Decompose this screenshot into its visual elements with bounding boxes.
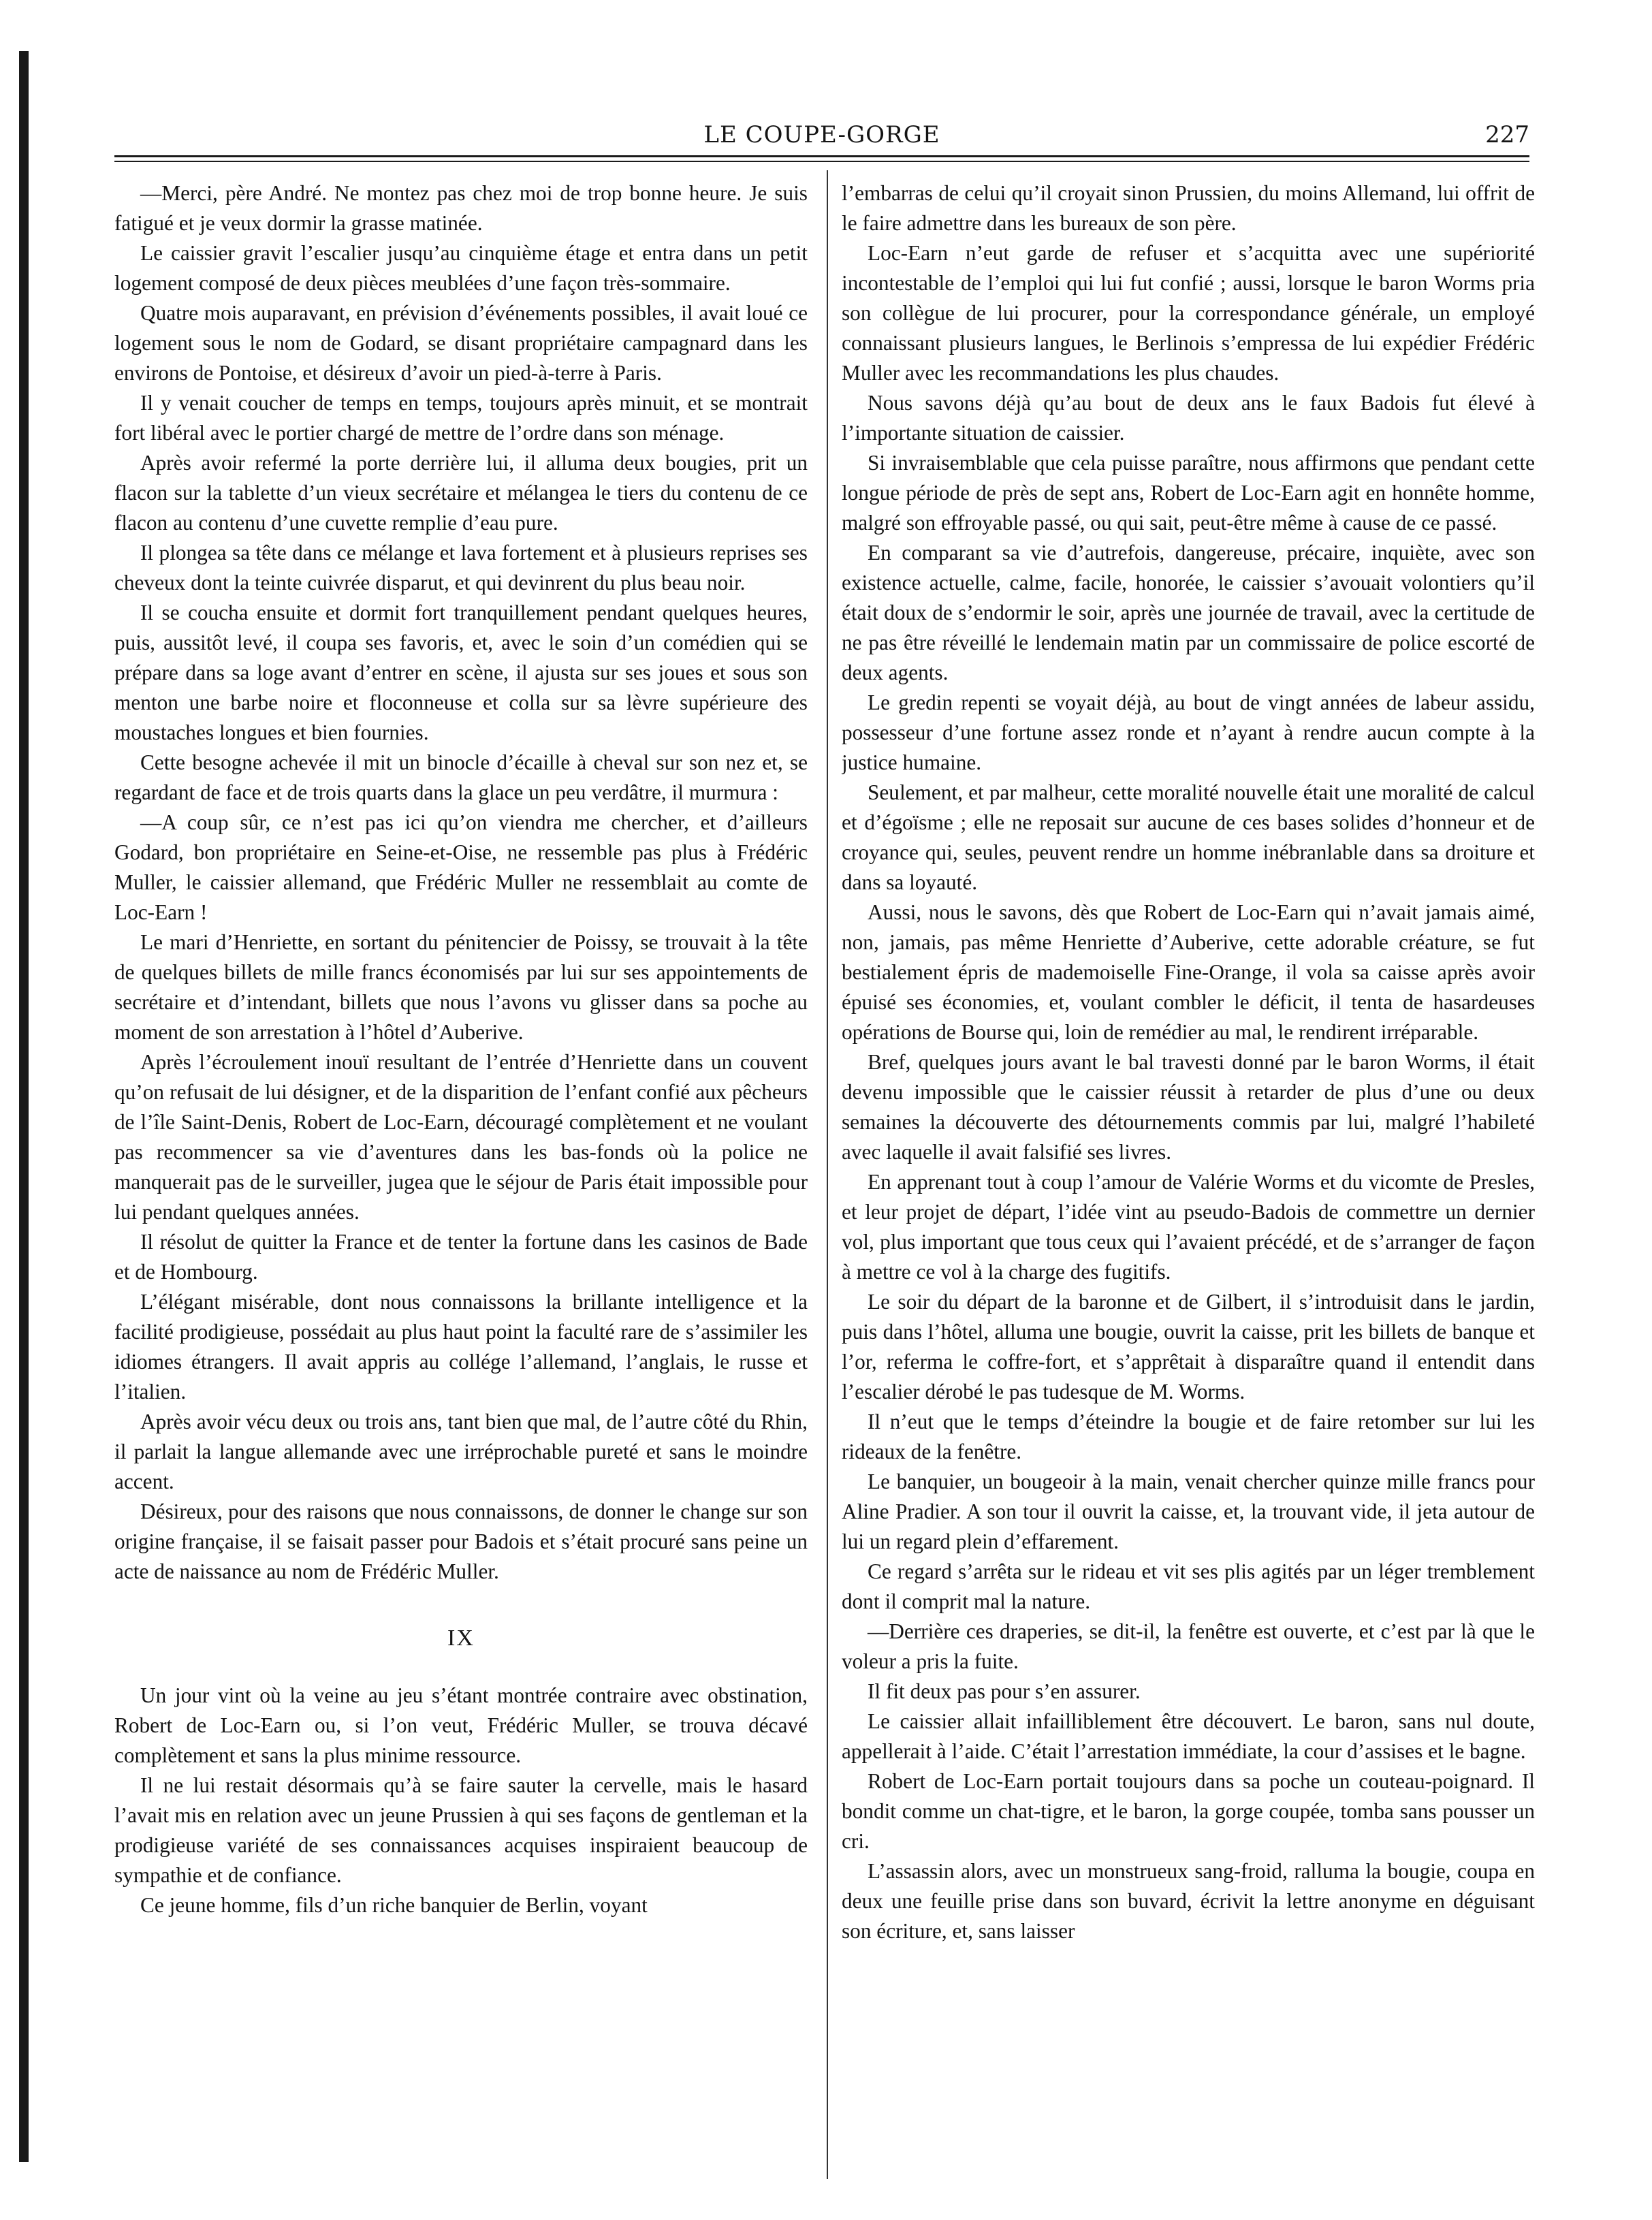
page-number: 227 — [1485, 121, 1529, 148]
paragraph: —A coup sûr, ce n’est pas ici qu’on viendra me chercher, et d’ailleurs Godard, bon propriétaire en Seine-et-Oise, ne ressemble pas plus à Frédéric Muller, le caissier allemand, que Frédéric Muller ne ressemblait au comte de Loc-Earn ! — [114, 810, 808, 924]
running-title: LE COUPE-GORGE — [703, 121, 940, 148]
paragraph: Il résolut de quitter la France et de tenter la fortune dans les casinos de Bade et de Hombourg. — [114, 1230, 808, 1284]
paragraph: L’élégant misérable, dont nous connaissons la brillante intelligence et la facilité prodigieuse, possédait au plus haut point la faculté rare de s’assimiler les idiomes étrangers. Il avait appris au collége l’allemand, l’anglais, le russe et l’italien. — [114, 1290, 808, 1404]
left-paragraphs-after — [114, 1681, 808, 1920]
page-header — [114, 121, 1529, 155]
left-column — [114, 178, 808, 2174]
paragraph: Désireux, pour des raisons que nous connaissons, de donner le change sur son origine française, il se faisait passer pour Badois et s’était procuré sans peine un acte de naissance au nom de Frédéric Muller. — [114, 1500, 808, 1583]
paragraph: Il y venait coucher de temps en temps, toujours après minuit, et se montrait fort libéral avec le portier chargé de mettre de l’ordre dans son ménage. — [114, 391, 808, 445]
paragraph: Le mari d’Henriette, en sortant du pénitencier de Poissy, se trouvait à la tête de quelques billets de mille francs économisés par lui sur ses appointements de secrétaire et d’intendant, billets que nous l’avons vu glisser dans sa poche au moment de son arrestation à l’hôtel d’Auberive. — [114, 930, 808, 1044]
column-divider — [827, 170, 828, 2179]
right-paragraphs — [842, 178, 1535, 1946]
right-column — [842, 178, 1535, 2174]
paragraph: Il fit deux pas pour s’en assurer. — [868, 1679, 1141, 1703]
paragraph: Après avoir refermé la porte derrière lui, il alluma deux bougies, prit un flacon sur la tablette d’un vieux secrétaire et mélangea le tiers du contenu de ce flacon au contenu d’une cuvette remplie d’eau pure. — [114, 451, 808, 535]
paragraph: Cette besogne achevée il mit un binocle d’écaille à cheval sur son nez et, se regardant de face et de trois quarts dans la glace un peu verdâtre, il murmura : — [114, 750, 808, 804]
paragraph: L’assassin alors, avec un monstrueux sang-froid, ralluma la bougie, coupa en deux une feuille prise dans son buvard, écrivit la lettre anonyme en déguisant son écriture, et, sans laisser — [842, 1859, 1535, 1943]
header-rule — [114, 155, 1529, 157]
paragraph: Aussi, nous le savons, dès que Robert de Loc-Earn qui n’avait jamais aimé, non, jamais, pas même Henriette d’Auberive, cette adorable créature, se fut bestialement épris de mademoiselle Fine-Orange, il vola sa caisse après avoir épuisé ses économies, et, voulant combler le déficit, il tenta de hasardeuses opérations de Bourse qui, loin de remédier au mal, le rendirent irréparable. — [842, 900, 1535, 1044]
paragraph: Il plongea sa tête dans ce mélange et lava fortement et à plusieurs reprises ses cheveux dont la teinte cuivrée disparut, et qui devinrent du plus beau noir. — [114, 541, 808, 594]
paragraph: Il se coucha ensuite et dormit fort tranquillement pendant quelques heures, puis, aussitôt levé, il coupa ses favoris, et, avec le soin d’un comédien qui se prépare dans sa loge avant d’entrer en scène, il ajusta sur ses joues et sous son menton une barbe noire et floconneuse et colla sur sa lèvre supérieure des moustaches longues et bien fournies. — [114, 601, 808, 744]
page-edge-bar — [19, 51, 29, 2162]
paragraph: Ce regard s’arrêta sur le rideau et vit ses plis agités par un léger tremblement dont il comprit mal la nature. — [842, 1559, 1535, 1613]
left-paragraphs-before — [114, 178, 808, 1587]
paragraph: —Merci, père André. Ne montez pas chez moi de trop bonne heure. Je suis fatigué et je veux dormir la grasse matinée. — [114, 181, 808, 235]
paragraph: En apprenant tout à coup l’amour de Valérie Worms et du vicomte de Presles, et leur projet de départ, l’idée vint au pseudo-Badois de commettre un dernier vol, plus important que tous ceux qui l’avaient précédé, et de s’arranger de façon à mettre ce vol à la charge des fugitifs. — [842, 1170, 1535, 1284]
paragraph: Nous savons déjà qu’au bout de deux ans le faux Badois fut élevé à l’importante situation de caissier. — [842, 391, 1535, 445]
paragraph: Après l’écroulement inouï resultant de l’entrée d’Henriette dans un couvent qu’on refusait de lui désigner, et de la disparition de l’enfant confié aux pêcheurs de l’île Saint-Denis, Robert de Loc-Earn, découragé complètement et ne voulant pas recommencer sa vie d’aventures dans les bas-fonds où la police ne manquerait pas de le surveiller, jugea que le séjour de Paris était impossible pour lui pendant quelques années. — [114, 1050, 808, 1224]
paragraph: Le caissier gravit l’escalier jusqu’au cinquième étage et entra dans un petit logement composé de deux pièces meublées d’une façon très-sommaire. — [114, 241, 808, 295]
paragraph: —Derrière ces draperies, se dit-il, la fenêtre est ouverte, et c’est par là que le voleur a pris la fuite. — [842, 1619, 1535, 1673]
paragraph: Le gredin repenti se voyait déjà, au bout de vingt années de labeur assidu, possesseur d’une fortune assez ronde et n’ayant à rendre aucun compte à la justice humaine. — [842, 691, 1535, 774]
paragraph: Après avoir vécu deux ou trois ans, tant bien que mal, de l’autre côté du Rhin, il parlait la langue allemande avec une irréprochable pureté et sans le moindre accent. — [114, 1410, 808, 1493]
paragraph: Il ne lui restait désormais qu’à se faire sauter la cervelle, mais le hasard l’avait mis en relation avec un jeune Prussien à qui ses façons de gentleman et la prodigieuse variété de ses connaissances acquises inspiraient beaucoup de sympathie et de confiance. — [114, 1773, 808, 1887]
paragraph: Quatre mois auparavant, en prévision d’événements possibles, il avait loué ce logement sous le nom de Godard, se disant propriétaire campagnard dans les environs de Pontoise, et désireux d’avoir un pied-à-terre à Paris. — [114, 301, 808, 385]
paragraph: Loc-Earn n’eut garde de refuser et s’acquitta avec une supériorité incontestable de l’emploi qui lui fut confié ; aussi, lorsque le baron Worms pria son collègue de lui procurer, pour la correspondance générale, un employé connaissant plusieurs langues, le Berlinois s’empressa de lui expédier Frédéric Muller avec les recommandations les plus chaudes. — [842, 241, 1535, 385]
header-rule-thin — [114, 161, 1529, 162]
paragraph: Ce jeune homme, fils d’un riche banquier de Berlin, voyant — [140, 1893, 648, 1917]
chapter-heading: IX — [447, 1626, 475, 1651]
paragraph: Il n’eut que le temps d’éteindre la bougie et de faire retomber sur lui les rideaux de la fenêtre. — [842, 1410, 1535, 1463]
paragraph: l’embarras de celui qu’il croyait sinon Prussien, du moins Allemand, lui offrit de le faire admettre dans les bureaux de son père. — [842, 181, 1535, 235]
paragraph: Le caissier allait infailliblement être découvert. Le baron, sans nul doute, appellerait à l’aide. C’était l’arrestation immédiate, la cour d’assises et le bagne. — [842, 1709, 1535, 1763]
paragraph: Bref, quelques jours avant le bal travesti donné par le baron Worms, il était devenu impossible que le caissier réussit à retarder de plus d’une ou deux semaines la découverte des détournements commis par lui, malgré l’habileté avec laquelle il avait falsifié ses livres. — [842, 1050, 1535, 1164]
paragraph: Si invraisemblable que cela puisse paraître, nous affirmons que pendant cette longue période de près de sept ans, Robert de Loc-Earn agit en honnête homme, malgré son effroyable passé, ou qui sait, peut-être même à cause de ce passé. — [842, 451, 1535, 535]
paragraph: Robert de Loc-Earn portait toujours dans sa poche un couteau-poignard. Il bondit comme un chat-tigre, et le baron, la gorge coupée, tomba sans pousser un cri. — [842, 1769, 1535, 1853]
paragraph: Un jour vint où la veine au jeu s’étant montrée contraire avec obstination, Robert de Loc-Earn ou, si l’on veut, Frédéric Muller, se trouva décavé complètement et sans la plus minime ressource. — [114, 1683, 808, 1767]
paragraph: Le banquier, un bougeoir à la main, venait chercher quinze mille francs pour Aline Pradier. A son tour il ouvrit la caisse, et, la trouvant vide, il jeta autour de lui un regard plein d’effarement. — [842, 1470, 1535, 1553]
paragraph: Seulement, et par malheur, cette moralité nouvelle était une moralité de calcul et d’égoïsme ; elle ne reposait sur aucune de ces bases solides d’honneur et de croyance qui, seules, peuvent rendre un homme inébranlable dans sa droiture et dans sa loyauté. — [842, 780, 1535, 894]
paragraph: Le soir du départ de la baronne et de Gilbert, il s’introduisit dans le jardin, puis dans l’hôtel, alluma une bougie, ouvrit la caisse, prit les billets de banque et l’or, referma le coffre-fort, et s’apprêtait à disparaître quand il entendit dans l’escalier dérobé le pas tudesque de M. Worms. — [842, 1290, 1535, 1404]
paragraph: En comparant sa vie d’autrefois, dangereuse, précaire, inquiète, avec son existence actuelle, calme, facile, honorée, le caissier s’avouait volontiers qu’il était doux de s’endormir le soir, après une journée de travail, avec la certitude de ne pas être réveillé le lendemain matin par un commissaire de police escorté de deux agents. — [842, 541, 1535, 684]
